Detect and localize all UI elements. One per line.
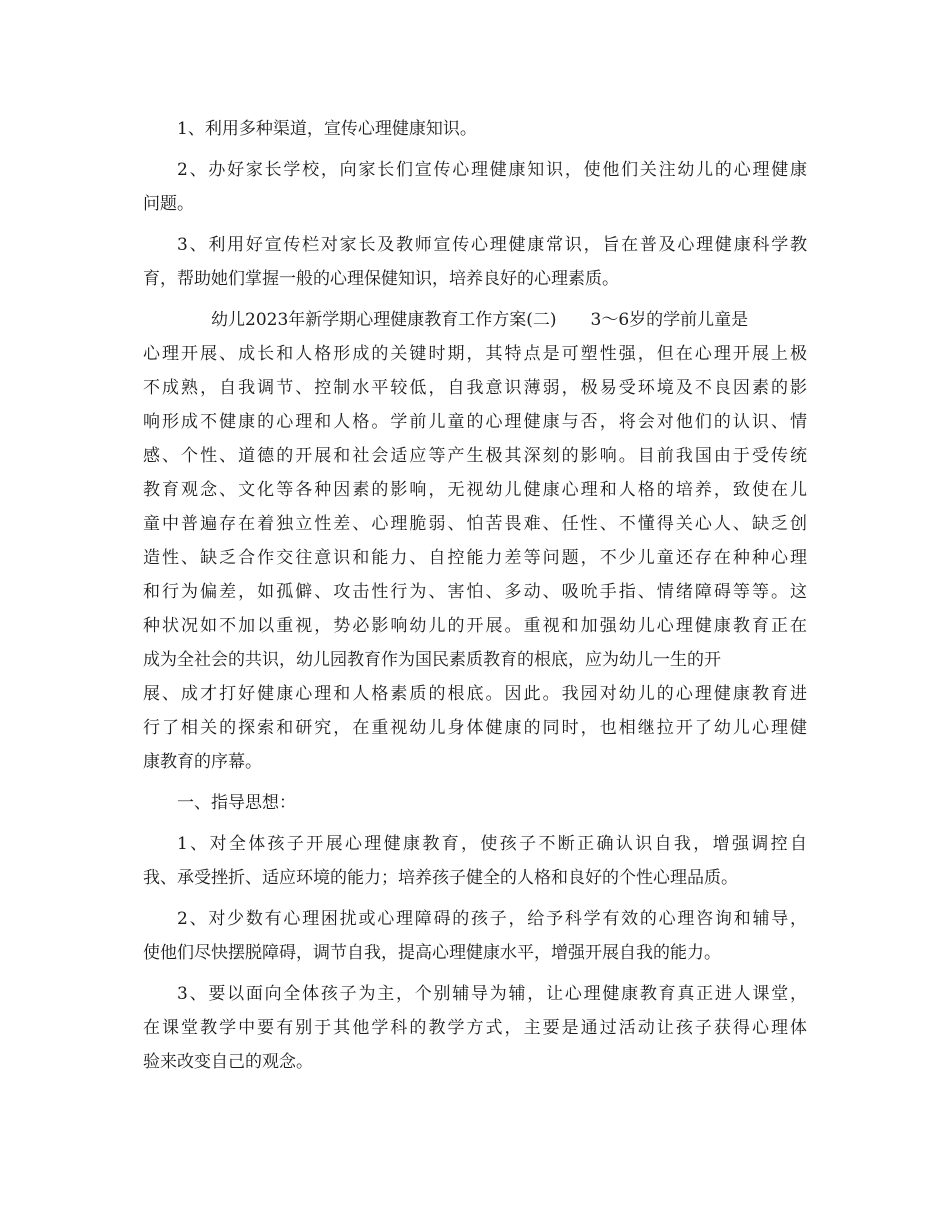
text-line: 验来改变自己的观念。	[143, 1052, 313, 1072]
document-body	[143, 112, 807, 1079]
paragraph-1	[143, 112, 807, 146]
text-line: 使他们尽快摆脱障碍，调节自我，提高心理健康水平，增强开展自我的能力。	[143, 943, 721, 963]
section-title: 幼儿2023年新学期心理健康教育工作方案(二)	[211, 310, 557, 330]
text-line: 我、承受挫折、适应环境的能力；培养孩子健全的人格和良好的个性心理品质。	[143, 868, 738, 888]
text-line: 不成熟，自我调节、控制水平较低，自我意识薄弱，极易受环境及不良因素的影	[143, 378, 807, 398]
paragraph-2	[143, 153, 807, 221]
text-line: 种状况如不加以重视，势必影响幼儿的开展。重视和加强幼儿心理健康教育正在	[143, 616, 807, 636]
text-line: 响形成不健康的心理和人格。学前儿童的心理健康与否，将会对他们的认识、情	[143, 412, 807, 432]
text-line: 3、利用好宣传栏对家长及教师宣传心理健康常识，旨在普及心理健康科学教	[177, 235, 807, 255]
text-line: 行了相关的探索和研究，在重视幼儿身体健康的同时，也相继拉开了幼儿心理健	[143, 718, 807, 738]
text-line: 2、办好家长学校，向家长们宣传心理健康知识，使他们关注幼儿的心理健康	[177, 160, 807, 180]
paragraph-6	[143, 827, 807, 895]
text-line: 教育观念、文化等各种因素的影响，无视幼儿健康心理和人格的培养，致使在儿	[143, 480, 807, 500]
text-line: 在课堂教学中要有别于其他学科的教学方式，主要是通过活动让孩子获得心理体	[143, 1018, 807, 1038]
text-line: 问题。	[143, 194, 194, 214]
text-line: 康教育的序幕。	[143, 752, 262, 772]
paragraph-5	[143, 786, 807, 820]
text-line: 和行为偏差，如孤僻、攻击性行为、害怕、多动、吸吮手指、情绪障碍等等。这	[143, 582, 807, 602]
paragraph-4	[143, 303, 807, 779]
text-line: 3、要以面向全体孩子为主，个别辅导为辅，让心理健康教育真正进人课堂，	[177, 984, 807, 1004]
paragraph-3	[143, 228, 807, 296]
text-line: 成为全社会的共识，幼儿园教育作为国民素质教育的根底，应为幼儿一生的开	[143, 650, 721, 670]
text-line: 育，帮助她们掌握一般的心理保健知识，培养良好的心理素质。	[143, 269, 619, 289]
text-line: 感、个性、道德的开展和社会适应等产生极其深刻的影响。目前我国由于受传统	[143, 446, 807, 466]
text-line: 1、对全体孩子开展心理健康教育，使孩子不断正确认识自我，增强调控自	[177, 834, 807, 854]
text-line: 造性、缺乏合作交往意识和能力、自控能力差等问题，不少儿童还存在种种心理	[143, 548, 807, 568]
text-line: 童中普遍存在着独立性差、心理脆弱、怕苦畏难、任性、不懂得关心人、缺乏创	[143, 514, 807, 534]
subheading: 一、指导思想：	[177, 793, 296, 813]
text-fragment: 3～6岁的学前儿童是	[590, 310, 749, 330]
text-line: 2、对少数有心理困扰或心理障碍的孩子，给予科学有效的心理咨询和辅导，	[177, 909, 807, 929]
text-line: 展、成才打好健康心理和人格素质的根底。因此。我园对幼儿的心理健康教育进	[143, 684, 807, 704]
text-line: 心理开展、成长和人格形成的关键时期，其特点是可塑性强，但在心理开展上极	[143, 344, 807, 364]
text-line: 1、利用多种渠道，宣传心理健康知识。	[177, 119, 477, 139]
section-title-line	[143, 303, 807, 337]
paragraph-7	[143, 902, 807, 970]
paragraph-8	[143, 977, 807, 1079]
